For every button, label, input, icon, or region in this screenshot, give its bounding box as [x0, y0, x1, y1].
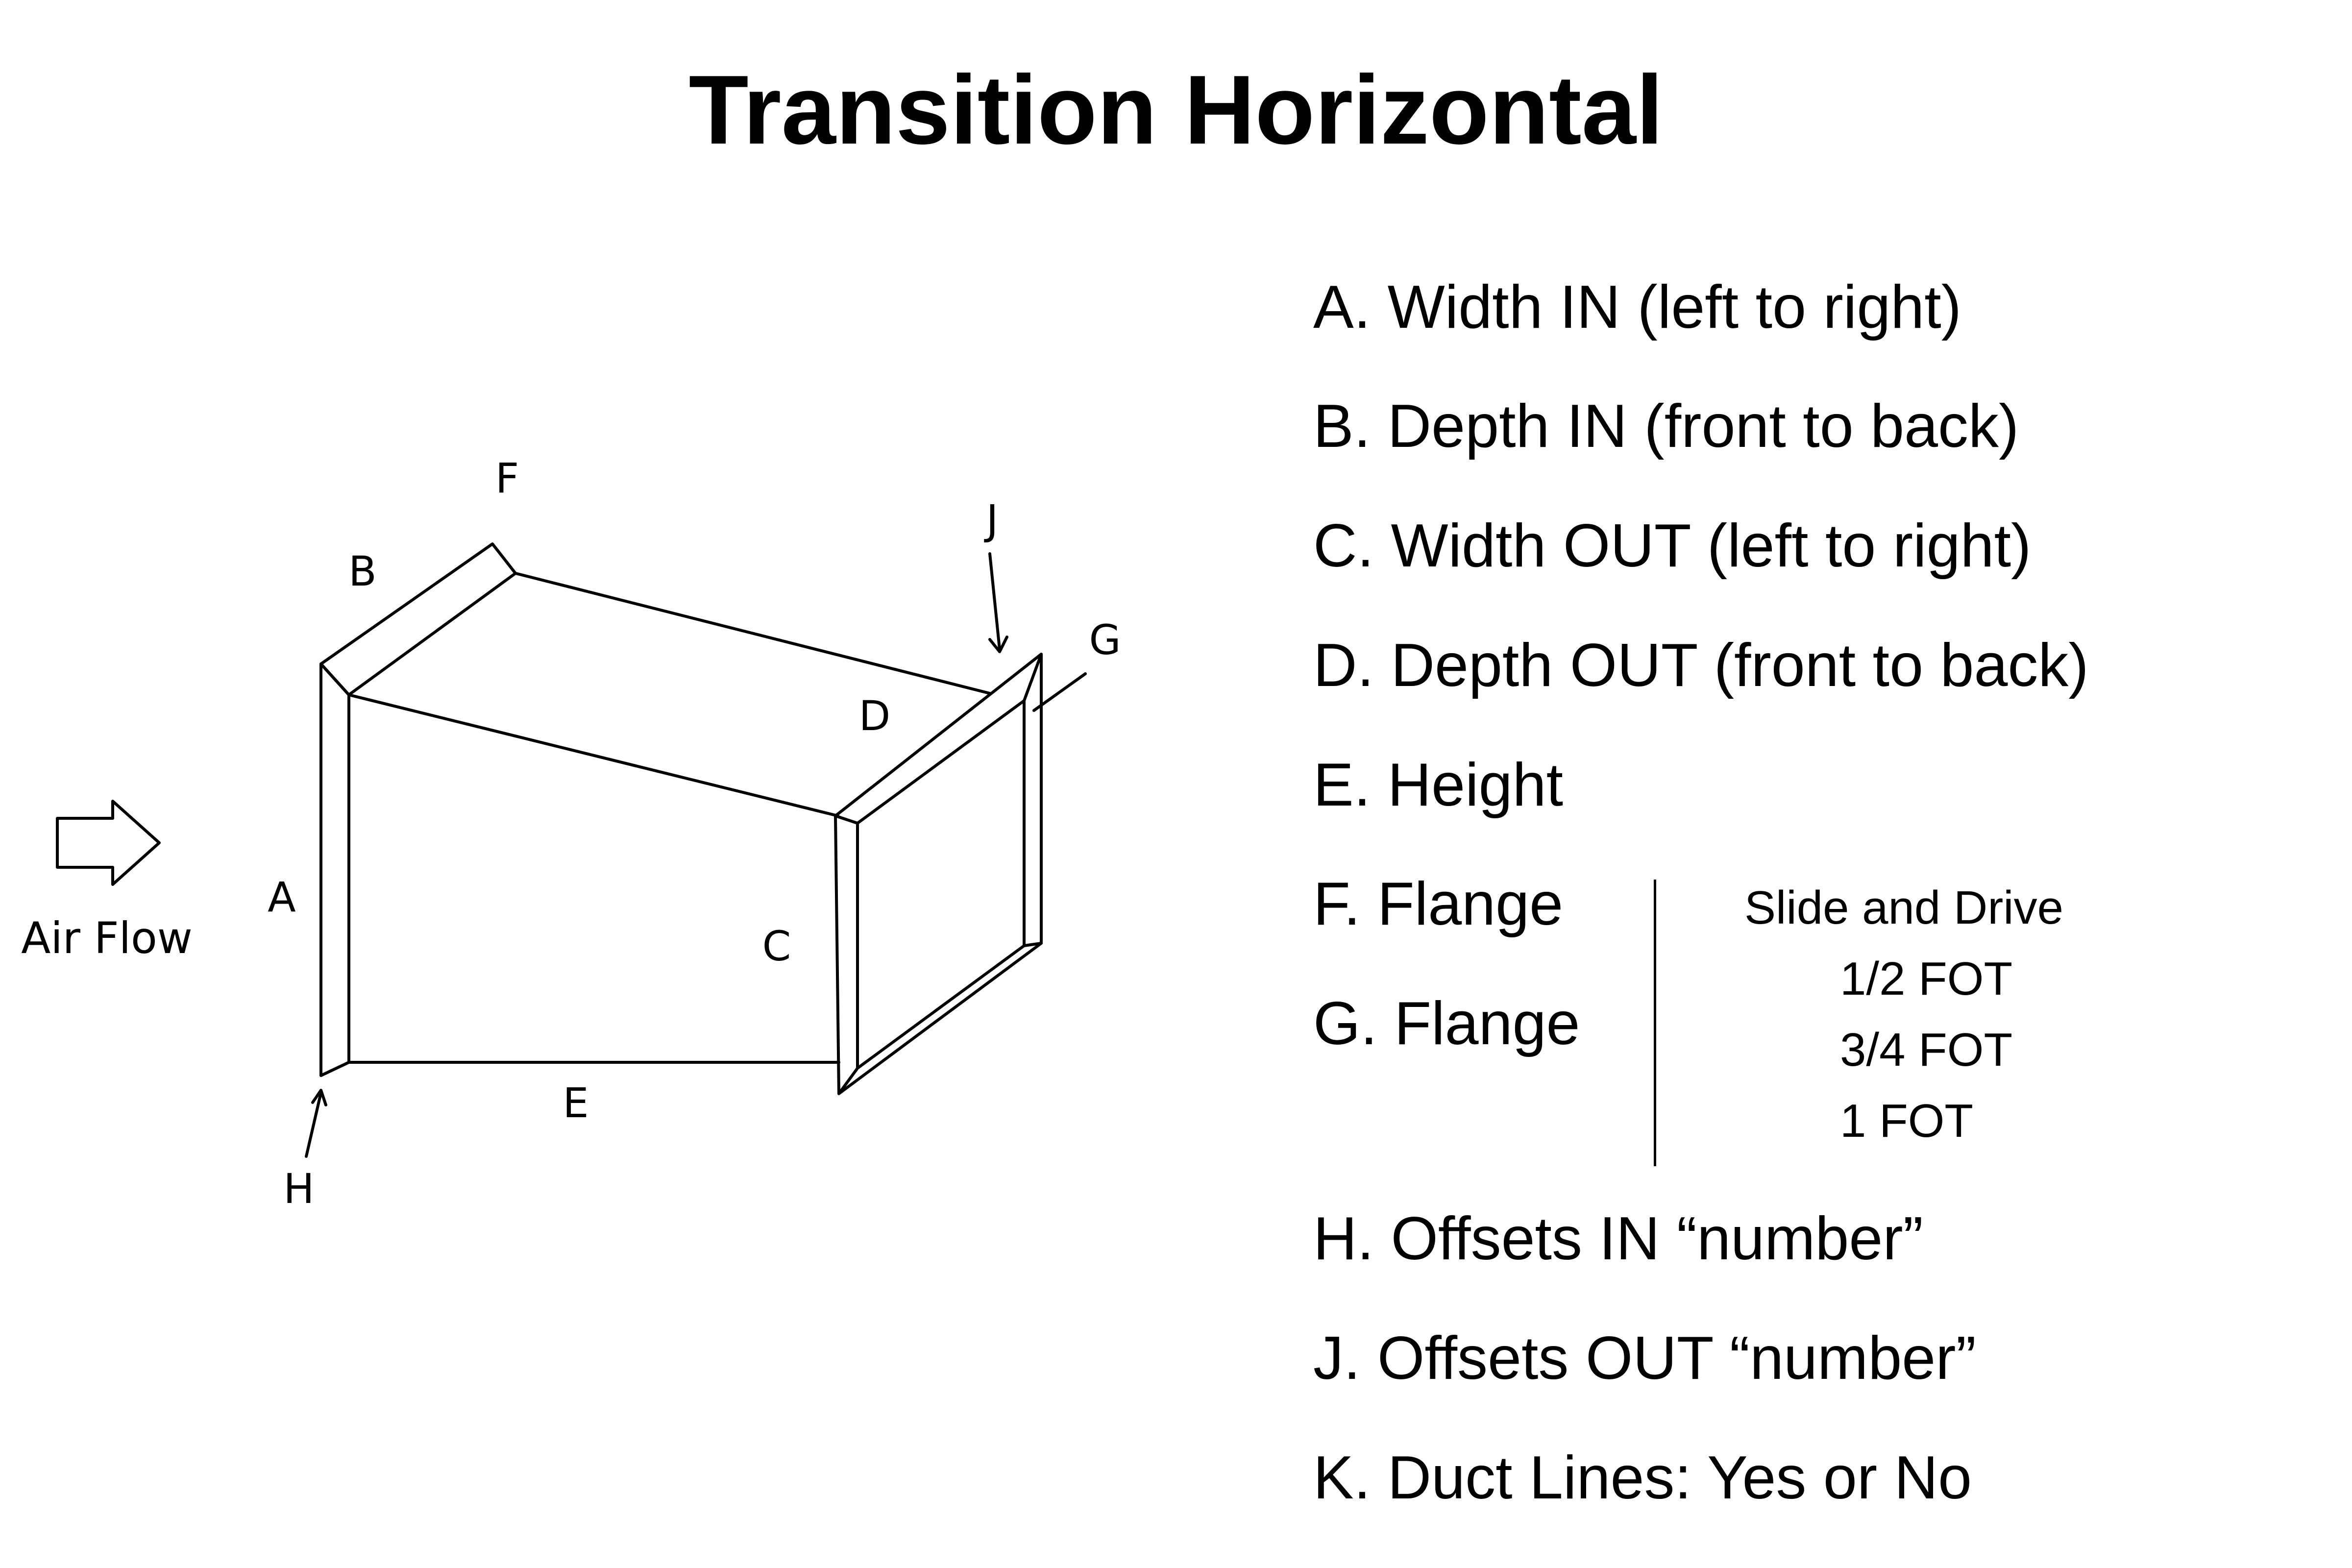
flange-divider [1654, 880, 1656, 1166]
legend-item-c: C. Width OUT (left to right) [1313, 512, 2032, 580]
legend-item-f: F. Flange [1313, 870, 1564, 938]
page-title: Transition Horizontal [688, 55, 1664, 165]
label-g: G [1089, 616, 1121, 664]
legend-item-j: J. Offsets OUT “number” [1313, 1324, 1976, 1392]
duct-front-top-edge [349, 695, 838, 816]
outlet-flange-inner [858, 701, 1024, 1068]
legend-item-a: A. Width IN (left to right) [1313, 273, 1962, 341]
label-j: J [986, 496, 999, 544]
label-a: A [268, 873, 296, 921]
label-f: F [495, 454, 519, 502]
label-d: D [858, 692, 891, 740]
legend-item-k: K. Duct Lines: Yes or No [1313, 1444, 1972, 1512]
label-b: B [348, 547, 377, 595]
flange-option: 1/2 FOT [1840, 953, 2013, 1005]
label-e: E [563, 1079, 589, 1127]
label-c: C [762, 922, 791, 970]
airflow-label: Air Flow [21, 913, 193, 963]
flange-options-title: Slide and Drive [1744, 882, 2063, 934]
duct-top-edge [515, 573, 990, 693]
flange-option: 3/4 FOT [1840, 1024, 2013, 1076]
flange-option: 1 FOT [1840, 1095, 1974, 1147]
legend-item-d: D. Depth OUT (front to back) [1313, 632, 2089, 699]
inlet-flange-front [321, 664, 349, 1076]
j-callout-line [990, 554, 1000, 649]
right-arrow-icon [57, 801, 159, 884]
legend-item-e: E. Height [1313, 751, 1564, 819]
label-h: H [283, 1165, 315, 1213]
legend-item-g: G. Flange [1313, 990, 1580, 1057]
legend-item-h: H. Offsets IN “number” [1313, 1205, 1923, 1273]
legend-item-b: B. Depth IN (front to back) [1313, 392, 2019, 460]
